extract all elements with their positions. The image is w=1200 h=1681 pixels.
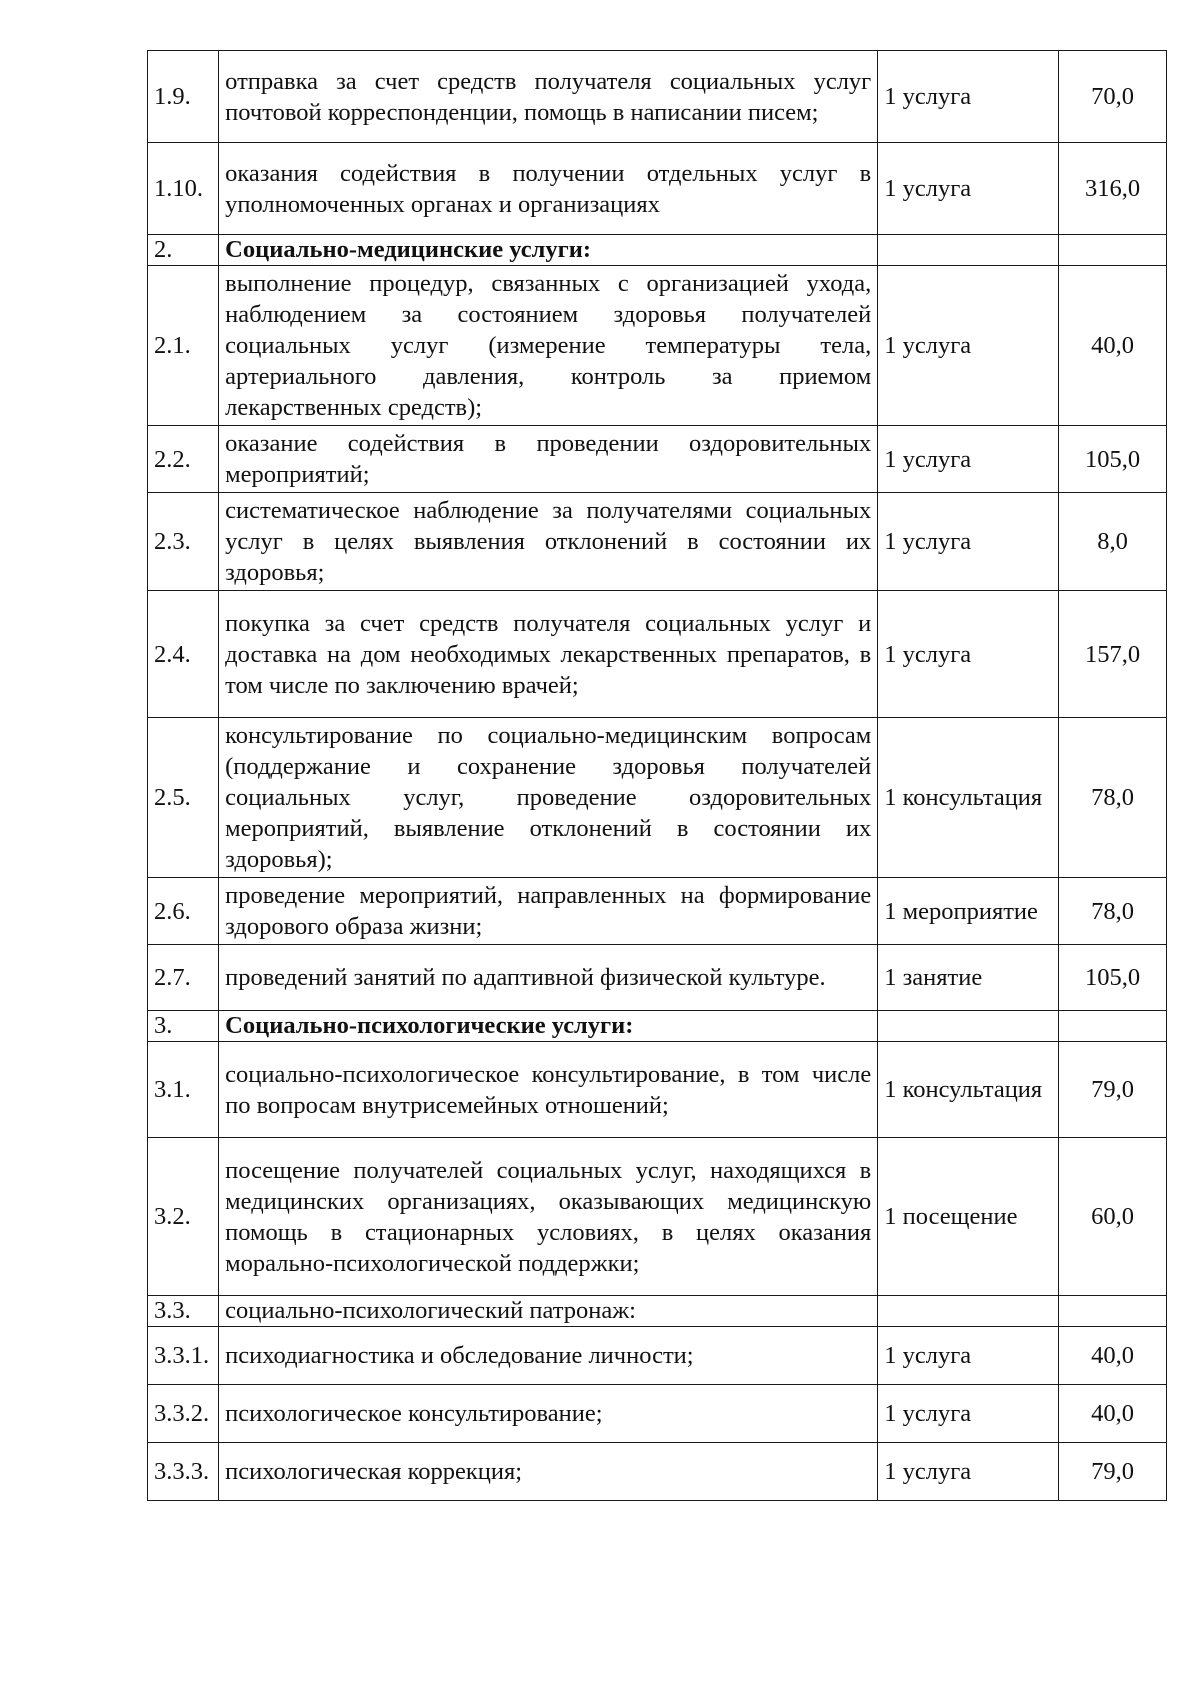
service-description: консультирование по социально-медицинским вопросам (поддержание и сохранение здоровья получателей социальных услуг, проведение оздоровительных мероприятий, выявление отклонений в состоянии их здоровья);: [219, 718, 878, 878]
table-row: [148, 945, 1167, 1011]
service-description: оказания содействия в получении отдельных услуг в уполномоченных органах и организациях: [219, 143, 878, 235]
service-price: 157,0: [1059, 591, 1167, 718]
service-unit: [878, 235, 1059, 266]
service-description: систематическое наблюдение за получателями социальных услуг в целях выявления отклонений в состоянии их здоровья;: [219, 493, 878, 591]
service-description: психологическое консультирование;: [219, 1385, 878, 1443]
service-unit: 1 услуга: [878, 426, 1059, 493]
table-row: [148, 493, 1167, 591]
table-row: [148, 426, 1167, 493]
service-description: психодиагностика и обследование личности;: [219, 1327, 878, 1385]
row-number: 1.9.: [148, 51, 219, 143]
service-unit: 1 консультация: [878, 1042, 1059, 1138]
service-unit: [878, 1011, 1059, 1042]
service-unit: 1 услуга: [878, 493, 1059, 591]
service-description: отправка за счет средств получателя социальных услуг почтовой корреспонденции, помощь в написании писем;: [219, 51, 878, 143]
service-unit: 1 услуга: [878, 1385, 1059, 1443]
service-unit: 1 услуга: [878, 1443, 1059, 1501]
service-description: оказание содействия в проведении оздоровительных мероприятий;: [219, 426, 878, 493]
table-row: [148, 143, 1167, 235]
table-row: [148, 1327, 1167, 1385]
section-number: 2.: [148, 235, 219, 266]
service-description: посещение получателей социальных услуг, находящихся в медицинских организациях, оказывающих медицинскую помощь в стационарных условиях, в целях оказания морально-психологической поддержки;: [219, 1138, 878, 1296]
table-row: [148, 1443, 1167, 1501]
row-number: 3.2.: [148, 1138, 219, 1296]
service-unit: 1 занятие: [878, 945, 1059, 1011]
table-row: [148, 718, 1167, 878]
service-description: покупка за счет средств получателя социальных услуг и доставка на дом необходимых лекарственных препаратов, в том числе по заключению врачей;: [219, 591, 878, 718]
service-price: 78,0: [1059, 718, 1167, 878]
service-price: [1059, 1011, 1167, 1042]
service-price: 70,0: [1059, 51, 1167, 143]
row-number: 3.3.1.: [148, 1327, 219, 1385]
service-description: проведений занятий по адаптивной физической культуре.: [219, 945, 878, 1011]
service-unit: 1 услуга: [878, 266, 1059, 426]
service-price: 78,0: [1059, 878, 1167, 945]
section-header-row: [148, 235, 1167, 266]
section-header-row: [148, 1011, 1167, 1042]
row-number: 3.1.: [148, 1042, 219, 1138]
section-number: 3.: [148, 1011, 219, 1042]
service-description: социально-психологическое консультирование, в том числе по вопросам внутрисемейных отношений;: [219, 1042, 878, 1138]
row-number: 3.3.3.: [148, 1443, 219, 1501]
table-row: [148, 266, 1167, 426]
service-unit: 1 мероприятие: [878, 878, 1059, 945]
table-row: [148, 1138, 1167, 1296]
service-price: 8,0: [1059, 493, 1167, 591]
table-row: [148, 878, 1167, 945]
table-row: [148, 591, 1167, 718]
table-row: [148, 1042, 1167, 1138]
service-description: выполнение процедур, связанных с организацией ухода, наблюдением за состоянием здоровья получателей социальных услуг (измерение температуры тела, артериального давления, контроль за приемом лекарственных средств);: [219, 266, 878, 426]
subsection-title: социально-психологический патронаж:: [219, 1296, 878, 1327]
service-price: 79,0: [1059, 1443, 1167, 1501]
subsection-header-row: [148, 1296, 1167, 1327]
section-title: Социально-медицинские услуги:: [219, 235, 878, 266]
row-number: 2.6.: [148, 878, 219, 945]
service-price: 60,0: [1059, 1138, 1167, 1296]
service-unit: 1 консультация: [878, 718, 1059, 878]
row-number: 2.5.: [148, 718, 219, 878]
row-number: 1.10.: [148, 143, 219, 235]
services-tariff-table: [147, 50, 1167, 1501]
row-number: 3.3.2.: [148, 1385, 219, 1443]
row-number: 2.2.: [148, 426, 219, 493]
service-price: 105,0: [1059, 426, 1167, 493]
row-number: 2.1.: [148, 266, 219, 426]
service-price: 40,0: [1059, 266, 1167, 426]
service-price: [1059, 235, 1167, 266]
service-description: психологическая коррекция;: [219, 1443, 878, 1501]
row-number: 3.3.: [148, 1296, 219, 1327]
service-price: 316,0: [1059, 143, 1167, 235]
service-price: [1059, 1296, 1167, 1327]
service-description: проведение мероприятий, направленных на формирование здорового образа жизни;: [219, 878, 878, 945]
service-unit: 1 услуга: [878, 1327, 1059, 1385]
service-unit: [878, 1296, 1059, 1327]
service-unit: 1 посещение: [878, 1138, 1059, 1296]
service-price: 105,0: [1059, 945, 1167, 1011]
row-number: 2.4.: [148, 591, 219, 718]
section-title: Социально-психологические услуги:: [219, 1011, 878, 1042]
service-price: 40,0: [1059, 1327, 1167, 1385]
row-number: 2.7.: [148, 945, 219, 1011]
service-unit: 1 услуга: [878, 143, 1059, 235]
service-price: 79,0: [1059, 1042, 1167, 1138]
service-unit: 1 услуга: [878, 51, 1059, 143]
row-number: 2.3.: [148, 493, 219, 591]
service-unit: 1 услуга: [878, 591, 1059, 718]
table-row: [148, 51, 1167, 143]
table-row: [148, 1385, 1167, 1443]
service-price: 40,0: [1059, 1385, 1167, 1443]
